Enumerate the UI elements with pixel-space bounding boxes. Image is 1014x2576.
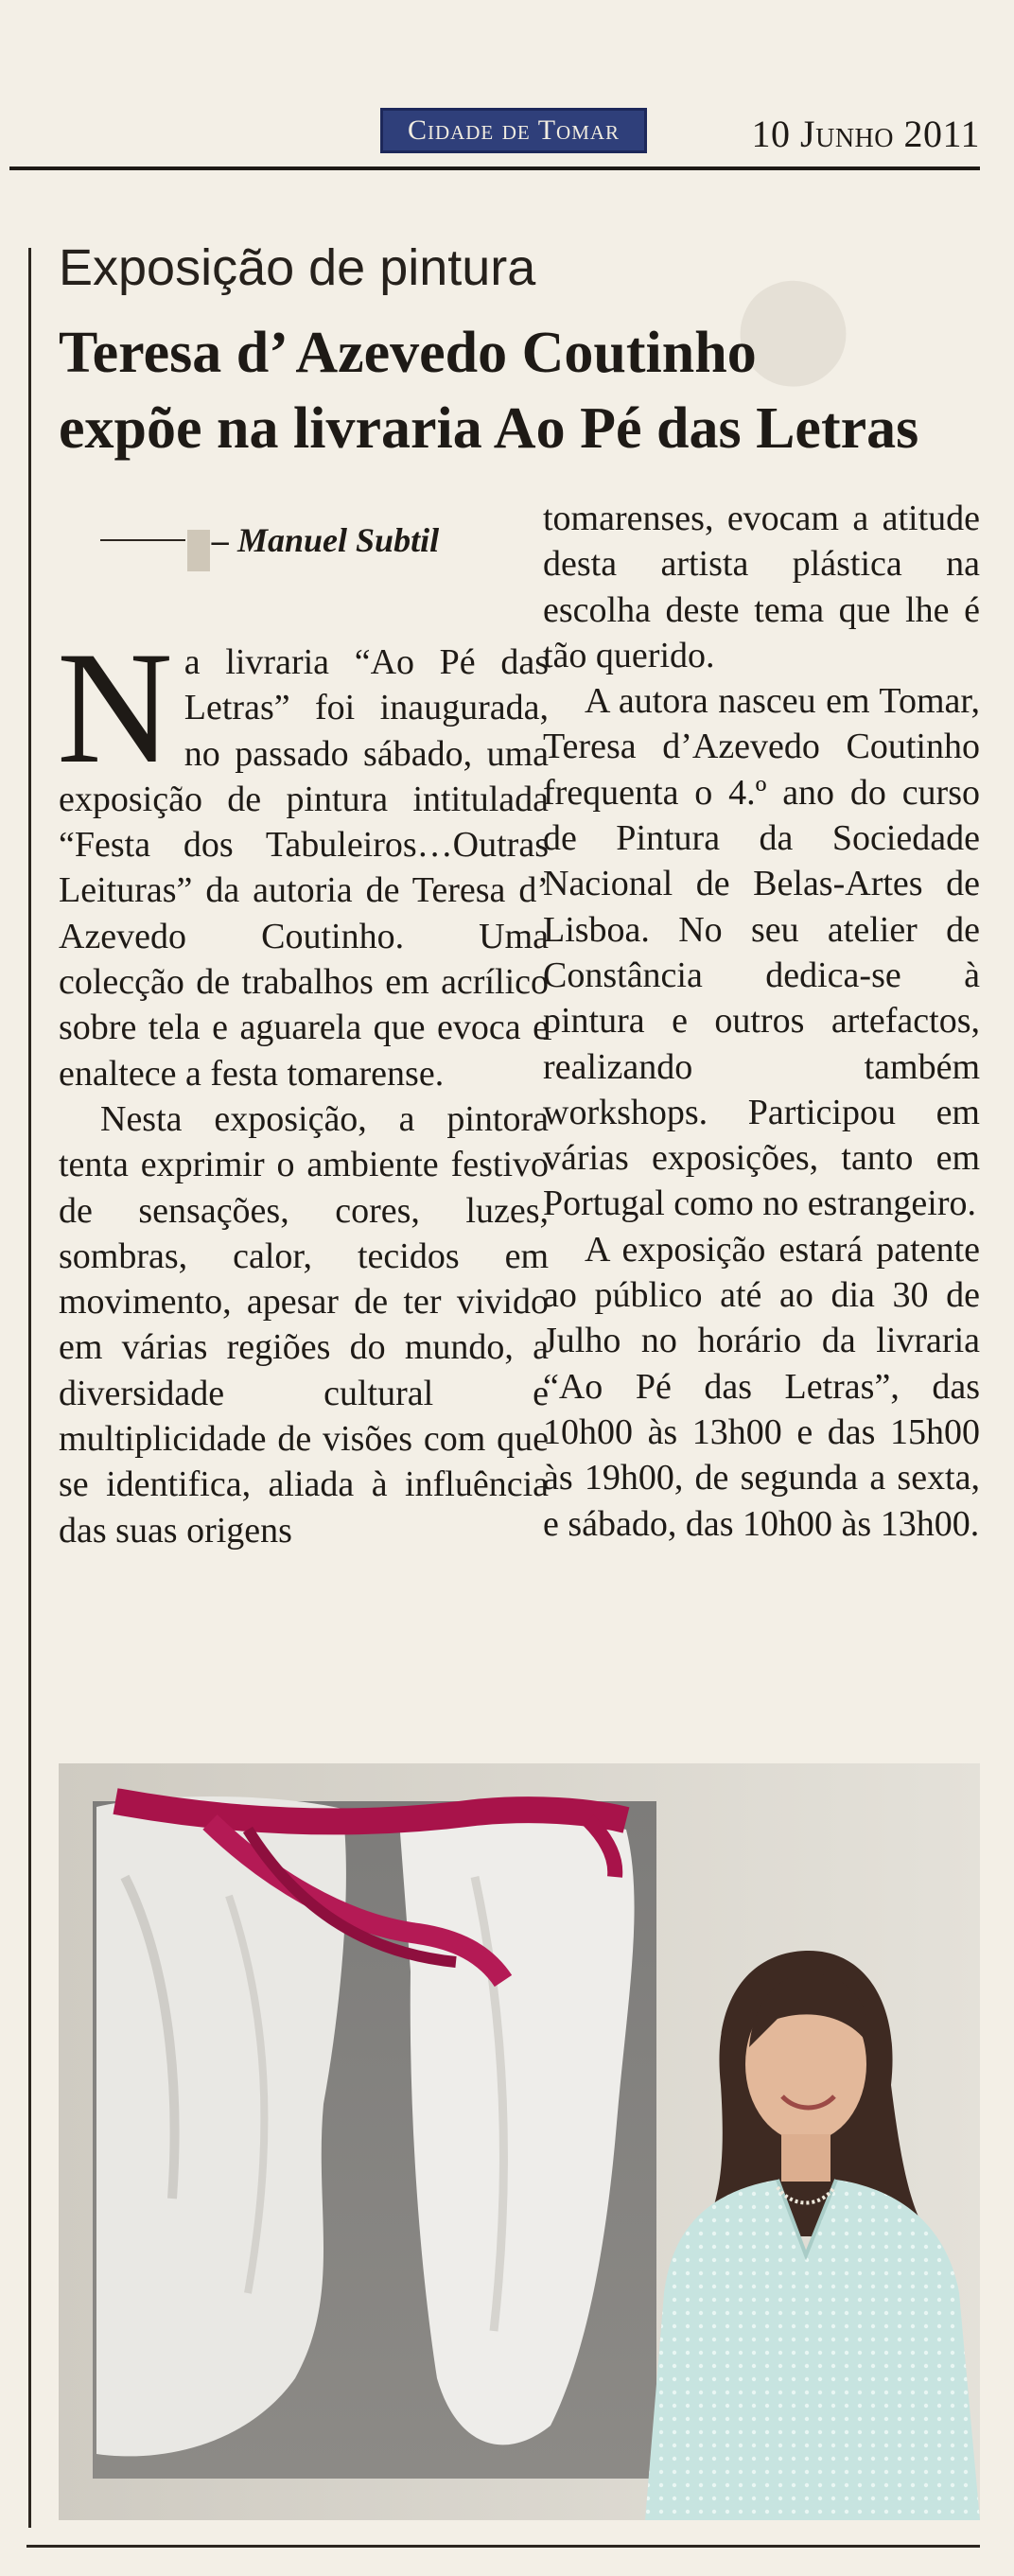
byline-rule: [100, 539, 185, 541]
issue-date-day: 10: [751, 113, 791, 155]
issue-date-month: Junho: [800, 113, 894, 155]
byline-ornament: [187, 530, 210, 571]
bottom-rule: [26, 2545, 980, 2548]
paragraph-1-text: a livraria “Ao Pé das Letras” foi inaugurada, no passado sábado, uma exposição de pintura intitulada “Festa dos Tabuleiros…Outras Leituras” da autoria de Teresa d’ Azevedo Coutinho. Uma colecção de trabalhos em acrílico sobre tela e aguarela que evoca e enaltece a festa tomarense.: [59, 642, 549, 1094]
article-headline: [59, 315, 967, 466]
masthead-rule: [9, 166, 980, 170]
paragraph-3: A autora nasceu em Tomar, Teresa d’Azevedo Coutinho frequenta o 4.º ano do curso de Pintura da Sociedade Nacional de Belas-Artes de Lisboa. No seu atelier de Constância dedica-se à pintura e outros artefactos, realizando também workshops. Participou em várias exposições, tanto em Portugal como no estrangeiro.: [543, 681, 980, 1224]
headline-line-1: Teresa d’ Azevedo Coutinho: [59, 321, 757, 385]
photo-artist-with-painting: [59, 1763, 980, 2520]
article-kicker: Exposição de pintura: [59, 239, 536, 296]
painting: [93, 1796, 656, 2479]
issue-date: [743, 112, 980, 156]
paragraph-2-continued: tomarenses, evocam a atitude desta artista plástica na escolha deste tema que lhe é tão querido.: [543, 499, 980, 675]
article-column-right: [543, 496, 980, 1547]
publication-logo: Cidade de Tomar: [380, 108, 647, 153]
headline-line-2: expõe na livraria Ao Pé das Letras: [59, 396, 919, 461]
bleed-through-glyph: ●: [719, 184, 868, 457]
paragraph-1: [57, 619, 549, 1096]
drop-cap: N: [57, 619, 173, 797]
paragraph-4: A exposição estará patente ao público até ao dia 30 de Julho no horário da livraria “Ao Pé das Letras”, das 10h00 às 13h00 e das 15h00 às 19h00, de segunda a sexta, e sábado, das 10h00 às 13h00.: [543, 1229, 980, 1544]
article-photo: [59, 1763, 980, 2520]
issue-date-year: 2011: [903, 113, 980, 155]
paragraph-2: Nesta exposição, a pintora tenta exprimir o ambiente festivo de sensações, cores, luzes, sombras, calor, tecidos em movimento, apesar de ter vivido em várias regiões do mundo, a diversidade cultural e multiplicidade de visões com que se identifica, aliada à influência das suas origens: [59, 1098, 549, 1551]
article-column-left: [57, 619, 549, 1553]
article-byline: – Manuel Subtil: [212, 521, 440, 559]
column-rule-left: [28, 248, 31, 2528]
